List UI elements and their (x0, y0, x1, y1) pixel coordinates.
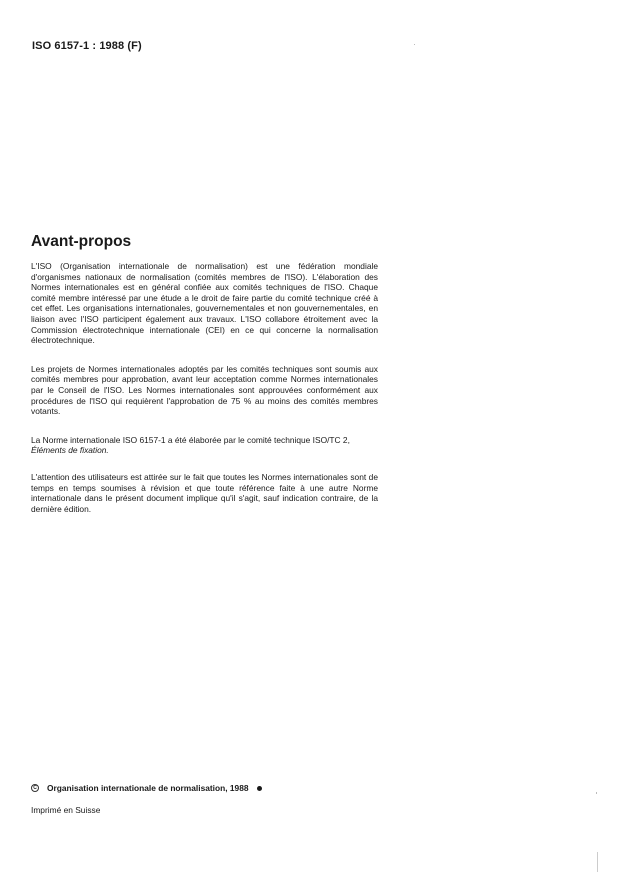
copyright-text: Organisation internationale de normalisation, 1988 (47, 783, 249, 793)
paragraph-approval: Les projets de Normes internationales adoptés par les comités techniques sont soumis aux comités membres pour approbation, avant leur acceptation comme Normes internationales par le Conseil de l'ISO. Les Normes internationales sont approuvées conformément aux procédures de l'ISO qui requièrent l'approbation de 75 % au moins des comités membres votants. (31, 363, 378, 417)
paragraph-iso-intro: L'ISO (Organisation internationale de normalisation) est une fédération mondiale d'organismes nationaux de normalisation (comités membres de l'ISO). L'élaboration des Normes internationales est en général confiée aux comités techniques de l'ISO. Chaque comité membre intéressé par une étude a le droit de faire partie du comité technique créé à cet effet. Les organisations internationales, gouvernementales et non gouvernementales, en liaison avec l'ISO participent également aux travaux. L'ISO collabore étroitement avec la Commission électrotechnique internationale (CEI) en ce qui concerne la normalisation électrotechnique. (31, 261, 378, 346)
committee-subject: Éléments de fixation. (31, 445, 109, 456)
foreword-body (31, 261, 378, 532)
paragraph-revision-notice: L'attention des utilisateurs est attirée sur le fait que toutes les Normes internationales sont de temps en temps soumises à révision et que toute référence faite à une autre Norme internationale dans le présent document implique qu'il s'agit, sauf indication contraire, de la dernière édition. (31, 471, 378, 514)
bullet-icon (257, 786, 262, 791)
printed-in: Imprimé en Suisse (31, 805, 101, 815)
scan-speck (414, 44, 415, 45)
paragraph-committee (31, 435, 378, 456)
copyright-line (31, 783, 262, 793)
copyright-icon: C (31, 784, 39, 792)
scan-edge-mark (597, 852, 598, 872)
standard-reference: ISO 6157-1 : 1988 (F) (32, 40, 142, 52)
scan-speck (596, 792, 597, 794)
committee-sentence: La Norme internationale ISO 6157-1 a été élaborée par le comité technique ISO/TC 2, (31, 434, 350, 445)
section-title: Avant-propos (31, 233, 132, 250)
